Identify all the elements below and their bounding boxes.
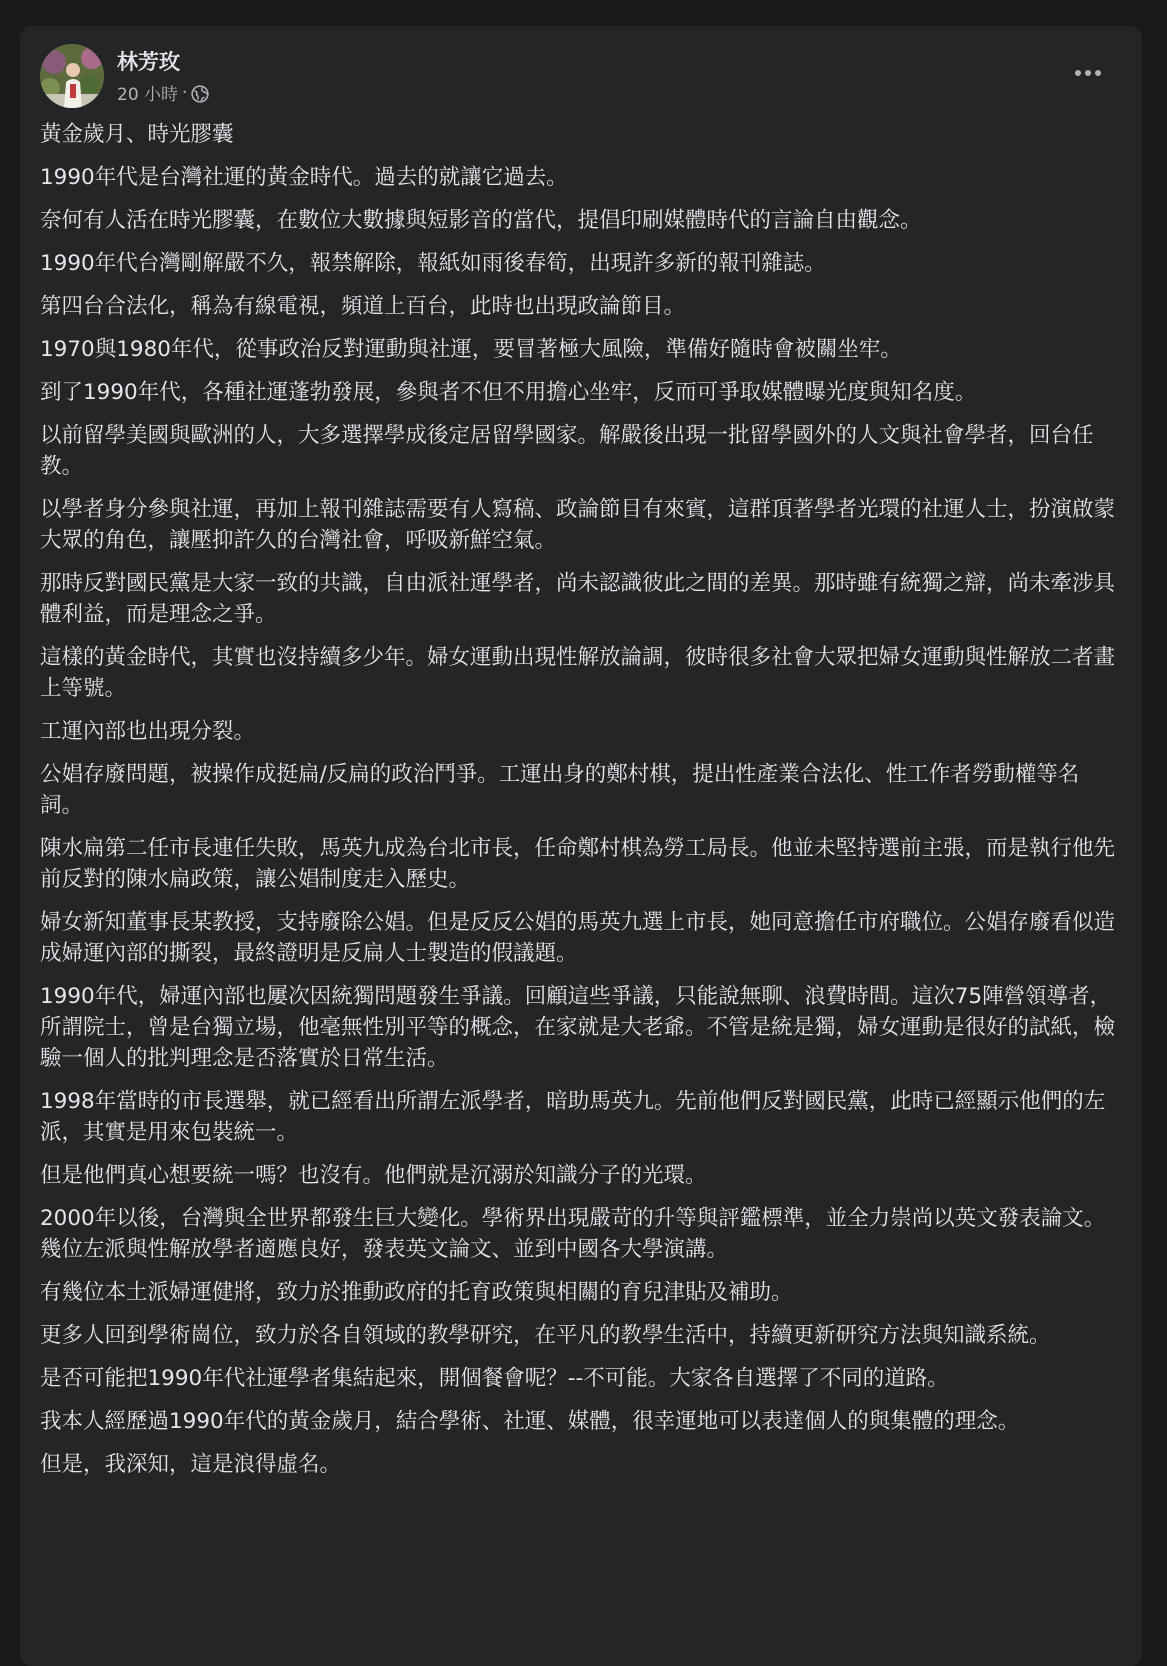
post-paragraph: 但是，我深知，這是浪得虛名。	[40, 1452, 342, 1477]
post-paragraph: 到了1990年代，各種社運蓬勃發展，參與者不但不用擔心坐牢，反而可爭取媒體曝光度與知名度。	[40, 380, 977, 405]
post-paragraph: 1970與1980年代，從事政治反對運動與社運，要冒著極大風險，準備好隨時會被關坐牢。	[40, 337, 902, 362]
post-time[interactable]: 20 小時	[117, 85, 179, 105]
avatar-image	[40, 44, 104, 108]
post-paragraph: 公娼存廢問題，被操作成挺扁/反扁的政治鬥爭。工運出身的鄭村棋，提出性產業合法化、性工作者勞動權等名詞。	[40, 762, 1080, 818]
meta-separator: ·	[182, 82, 188, 103]
post-paragraph: 那時反對國民黨是大家一致的共識，自由派社運學者，尚未認識彼此之間的差異。那時雖有統獨之辯，尚未牽涉具體利益，而是理念之爭。	[40, 571, 1116, 627]
post-paragraph: 1990年代台灣剛解嚴不久，報禁解除，報紙如雨後春筍，出現許多新的報刊雜誌。	[40, 251, 826, 276]
post-paragraph: 更多人回到學術崗位，致力於各自領域的教學研究，在平凡的教學生活中，持續更新研究方法與知識系統。	[40, 1323, 1051, 1348]
more-dots-icon	[1074, 69, 1102, 77]
more-options-button[interactable]	[1068, 59, 1108, 87]
post-paragraph: 奈何有人活在時光膠囊，在數位大數據與短影音的當代，提倡印刷媒體時代的言論自由觀念。	[40, 208, 922, 233]
post-paragraph: 1990年代是台灣社運的黃金時代。過去的就讓它過去。	[40, 165, 568, 190]
post-header	[20, 26, 1142, 121]
post-paragraph: 有幾位本土派婦運健將，致力於推動政府的托育政策與相關的育兒津貼及補助。	[40, 1280, 793, 1305]
post-paragraph: 婦女新知董事長某教授，支持廢除公娼。但是反反公娼的馬英九選上市長，她同意擔任市府職位。公娼存廢看似造成婦運內部的撕裂，最終證明是反扁人士製造的假議題。	[40, 910, 1116, 966]
post-paragraph: 2000年以後，台灣與全世界都發生巨大變化。學術界出現嚴苛的升等與評鑑標準，並全力崇尚以英文發表論文。幾位左派與性解放學者適應良好，發表英文論文、並到中國各大學演講。	[40, 1206, 1106, 1262]
post-card	[20, 26, 1142, 1666]
post-meta	[117, 80, 209, 105]
post-body	[40, 119, 1122, 1492]
post-title: 黃金歲月、時光膠囊	[40, 122, 234, 147]
post-paragraph: 以學者身分參與社運，再加上報刊雜誌需要有人寫稿、政論節目有來賓，這群頂著學者光環的社運人士，扮演啟蒙大眾的角色，讓壓抑許久的台灣社會，呼吸新鮮空氣。	[40, 497, 1116, 553]
avatar[interactable]	[40, 44, 104, 108]
post-paragraph: 我本人經歷過1990年代的黃金歲月，結合學術、社運、媒體，很幸運地可以表達個人的與集體的理念。	[40, 1409, 1020, 1434]
author-name[interactable]: 林芳玫	[117, 50, 180, 74]
post-paragraph: 工運內部也出現分裂。	[40, 719, 256, 744]
post-paragraph: 這樣的黃金時代，其實也沒持續多少年。婦女運動出現性解放論調，彼時很多社會大眾把婦女運動與性解放二者畫上等號。	[40, 645, 1116, 701]
post-paragraph: 但是他們真心想要統一嗎？也沒有。他們就是沉溺於知識分子的光環。	[40, 1163, 707, 1188]
post-paragraph: 以前留學美國與歐洲的人，大多選擇學成後定居留學國家。解嚴後出現一批留學國外的人文與社會學者，回台任教。	[40, 423, 1094, 479]
post-paragraph: 1990年代，婦運內部也屢次因統獨問題發生爭議。回顧這些爭議，只能說無聊、浪費時間。這次75陣營領導者，所謂院士，曾是台獨立場，他毫無性別平等的概念，在家就是大老爺。不管是統是獨，婦女運動是很好的試紙，檢驗一個人的批判理念是否落實於日常生活。	[40, 984, 1116, 1071]
globe-icon[interactable]	[191, 85, 209, 103]
post-paragraph: 是否可能把1990年代社運學者集結起來，開個餐會呢？--不可能。大家各自選擇了不同的道路。	[40, 1366, 949, 1391]
post-paragraph: 1998年當時的市長選舉，就已經看出所謂左派學者，暗助馬英九。先前他們反對國民黨，此時已經顯示他們的左派，其實是用來包裝統一。	[40, 1089, 1106, 1145]
post-paragraph: 陳水扁第二任市長連任失敗，馬英九成為台北市長，任命鄭村棋為勞工局長。他並未堅持選前主張，而是執行他先前反對的陳水扁政策，讓公娼制度走入歷史。	[40, 836, 1116, 892]
post-paragraph: 第四台合法化，稱為有線電視，頻道上百台，此時也出現政論節目。	[40, 294, 686, 319]
